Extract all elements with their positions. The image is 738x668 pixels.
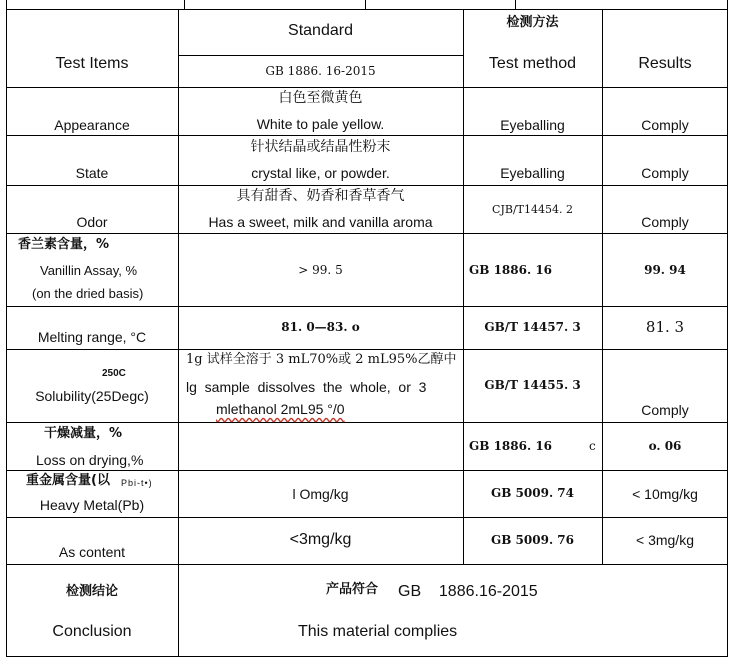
odor-result: Comply	[641, 214, 689, 230]
loss-item-cn: 干燥减量，%	[44, 426, 123, 441]
loss-result: o. 06	[648, 439, 682, 453]
table-rule	[6, 306, 728, 307]
appearance-standard-cn: 白色至微黄色	[278, 90, 363, 106]
state-item: State	[75, 165, 109, 181]
conclusion-text-std: GB 1886.16-2015	[398, 583, 538, 600]
conclusion-label-cn: 检测结论	[65, 584, 118, 599]
melting-item: Melting range, °C	[37, 329, 147, 345]
table-rule	[6, 422, 728, 423]
table-stub-line	[515, 0, 516, 9]
table-col-divider	[178, 9, 179, 657]
table-rule	[6, 87, 728, 88]
appearance-result: Comply	[641, 117, 689, 133]
vanillin-method: GB 1886. 16	[469, 263, 553, 277]
appearance-standard-en: White to pale yellow.	[256, 116, 385, 132]
state-method: Eyeballing	[500, 165, 565, 181]
table-rule	[6, 470, 728, 471]
melting-result: 81. 3	[645, 318, 685, 336]
odor-standard-en: Has a sweet, milk and vanilla aroma	[208, 214, 433, 230]
table-rule	[6, 185, 728, 186]
heavy-item-cn: 重金属含量(以	[26, 473, 110, 488]
table-col-divider	[463, 9, 464, 565]
as-result: < 3mg/kg	[636, 532, 694, 548]
table-rule	[178, 55, 463, 56]
table-stub-line	[365, 0, 366, 9]
vanillin-item-en2: (on the dried basis)	[32, 286, 144, 301]
table-stub-line	[184, 0, 185, 9]
header-test-method-cn: 检测方法	[506, 15, 559, 30]
solubility-standard-cn: 1g 试样全溶于 3 mL70%或 2 mL95%乙醇中	[186, 352, 457, 367]
as-method: GB 5009. 76	[490, 533, 575, 547]
heavy-item-en: Heavy Metal(Pb)	[39, 497, 145, 513]
appearance-method: Eyeballing	[500, 117, 565, 133]
table-rule	[6, 233, 728, 234]
odor-standard-cn: 具有甜香、奶香和香草香气	[236, 188, 405, 204]
solubility-standard-en2: mlethanol 2mL95 °/0	[216, 401, 345, 417]
odor-item: Odor	[76, 214, 108, 230]
solubility-standard-en1: lg sample dissolves the whole, or 3	[186, 379, 427, 395]
loss-item-en: Loss on drying,%	[36, 452, 144, 468]
table-border-bottom	[6, 656, 728, 657]
loss-method: GB 1886. 16	[469, 439, 553, 453]
as-item: As content	[58, 544, 126, 560]
vanillin-item-cn: 香兰素含量，%	[18, 237, 110, 252]
heavy-item-cn-note: Pbi-t•)	[121, 478, 153, 488]
appearance-item: Appearance	[54, 117, 130, 133]
state-standard-en: crystal like, or powder.	[251, 165, 390, 181]
state-standard-cn: 针状结晶或结晶性粉末	[250, 139, 391, 155]
as-standard: <3mg/kg	[289, 531, 352, 548]
loss-method-mark: c	[589, 439, 596, 453]
heavy-method: GB 5009. 74	[490, 486, 575, 500]
heavy-standard: l Omg/kg	[292, 486, 349, 502]
header-test-method: Test method	[488, 55, 577, 72]
melting-standard: 81. 0—83. o	[281, 320, 360, 334]
header-standard: Standard	[288, 22, 353, 39]
table-border-top	[6, 9, 728, 10]
header-results: Results	[638, 55, 692, 72]
conclusion-text-en: This material complies	[298, 623, 458, 640]
odor-method: CJB/T14454. 2	[492, 203, 573, 216]
table-rule	[6, 564, 728, 565]
conclusion-text-cn: 产品符合	[326, 582, 379, 597]
table-rule	[6, 517, 728, 518]
heavy-result: < 10mg/kg	[632, 486, 698, 502]
table-col-divider	[602, 9, 603, 565]
solubility-method: GB/T 14455. 3	[484, 378, 581, 392]
solubility-item: Solubility(25Degc)	[35, 388, 149, 404]
table-rule	[6, 349, 728, 350]
table-rule	[6, 135, 728, 136]
melting-method: GB/T 14457. 3	[484, 320, 581, 334]
header-test-items: Test Items	[55, 55, 129, 72]
vanillin-item-en: Vanillin Assay, %	[40, 263, 138, 278]
solubility-result: Comply	[641, 402, 689, 418]
vanillin-result: 99. 94	[644, 263, 686, 277]
state-result: Comply	[641, 165, 689, 181]
solubility-item-note: 250C	[102, 368, 126, 379]
header-standard-code: GB 1886. 16-2015	[265, 64, 376, 78]
conclusion-label-en: Conclusion	[52, 623, 132, 640]
vanillin-standard: > 99. 5	[298, 263, 343, 277]
